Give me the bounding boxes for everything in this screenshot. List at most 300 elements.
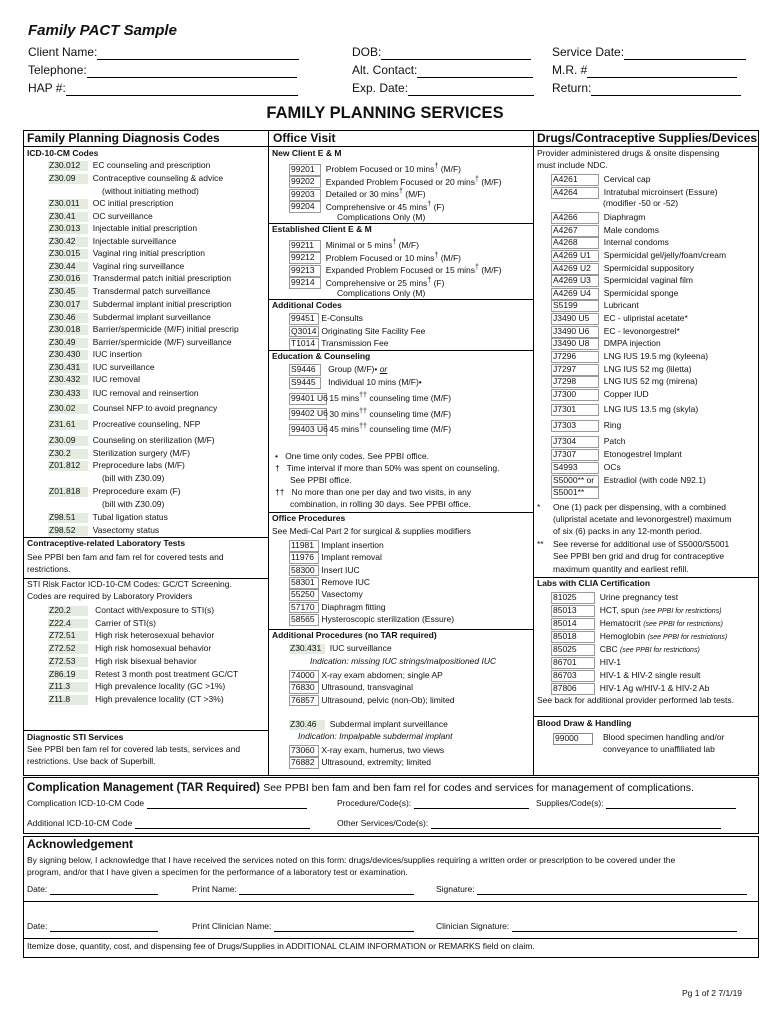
- rule: [23, 938, 759, 939]
- code-box: 86703: [551, 670, 595, 682]
- icd-code-row[interactable]: Z30.02 Counsel NFP to avoid pregnancy: [49, 403, 218, 413]
- footnote-1-text: One (1) pack per dispensing, with a combined: [553, 502, 726, 512]
- form-title: Family PACT Sample: [28, 22, 177, 39]
- clia-code-row[interactable]: 87806 HIV-1 Ag w/HIV-1 & HIV-2 Ab: [553, 683, 710, 693]
- icd-code-note: (bill with Z30.09): [102, 473, 165, 483]
- drug-code-row[interactable]: J7300 Copper IUD: [553, 389, 649, 399]
- code-box: A4269 U1: [551, 250, 599, 262]
- footnote-2-text: See PPBI ben grid and drug for contraceptive: [553, 551, 725, 561]
- code-box: Z30.430: [48, 350, 88, 360]
- code-box: Z30.017: [48, 300, 88, 310]
- icd-code-row[interactable]: Z01.818 Preprocedure exam (F): [49, 486, 181, 496]
- icd-code-row[interactable]: Z30.017 Subdermal implant initial prescription: [49, 299, 232, 309]
- dob-label: DOB:: [352, 45, 382, 59]
- proc-sub: See Medi-Cal Part 2 for surgical & supplies modifiers: [272, 526, 471, 536]
- code-box: 99214: [289, 277, 321, 289]
- proc-code-row[interactable]: 58300 Insert IUC: [291, 564, 360, 575]
- code-box: 76830: [289, 682, 319, 694]
- field-label: Print Clinician Name:: [192, 921, 272, 931]
- rule: [533, 716, 759, 717]
- code-box: 99202: [289, 176, 321, 188]
- header-rule: [23, 146, 759, 147]
- code-box: S9445: [289, 377, 321, 389]
- note-mark: †: [275, 463, 280, 473]
- drug-code-row[interactable]: A4266 Diaphragm: [553, 212, 646, 222]
- sti-code-row[interactable]: Z72.52 High risk homosexual behavior: [49, 643, 212, 654]
- code-box: 99201: [289, 164, 321, 176]
- field-label: Date:: [27, 884, 48, 894]
- code-box: 99213: [289, 265, 321, 277]
- edu-code-row[interactable]: S9446 Group (M/F)• or: [291, 364, 388, 374]
- icd-code-row[interactable]: Z31.61 Procreative counseling, NFP: [49, 419, 201, 429]
- blood-row[interactable]: [553, 733, 593, 745]
- icd-code-row[interactable]: Z30.013 Injectable initial prescription: [49, 223, 198, 233]
- visit-code-row[interactable]: 99202 Expanded Problem Focused or 20 mins† (M/F): [291, 174, 502, 187]
- lab-text: restrictions.: [27, 564, 71, 574]
- code-box: S5199: [551, 300, 599, 312]
- sti-code-row[interactable]: Z22.4 Carrier of STI(s): [49, 617, 157, 628]
- diag-text: See PPBI ben fam rel for covered lab tests, services and: [27, 744, 241, 754]
- code-box: Z20.2: [48, 606, 88, 616]
- sti-code-row[interactable]: Z20.2 Contact with/exposure to STI(s): [49, 605, 215, 615]
- code-box: S5001**: [551, 487, 599, 499]
- code-box: Z30.011: [48, 199, 88, 209]
- exp-date-label: Exp. Date:: [352, 81, 409, 95]
- icd-code-row[interactable]: Z30.433 IUC removal and reinsertion: [49, 388, 199, 398]
- code-box: S4993: [551, 462, 599, 474]
- add-code-row[interactable]: Q3014 Originating Site Facility Fee: [291, 325, 426, 336]
- office-note: † Time interval if more than 50% was spent on counseling.: [275, 463, 500, 473]
- drug-code-row[interactable]: A4261 Cervical cap: [553, 174, 651, 184]
- code-box: Z30.09: [48, 436, 88, 446]
- drug-code-row[interactable]: J3490 U6 EC - levonorgestrel*: [553, 326, 680, 336]
- est-client-heading: Established Client E & M: [272, 224, 372, 234]
- clia-code-row[interactable]: 86703 HIV-1 & HIV-2 single result: [553, 670, 701, 680]
- drug-code-row[interactable]: J3490 U8 DMPA injection: [553, 338, 661, 348]
- edu-time-row[interactable]: 99402 U6 30 mins†† counseling time (M/F): [291, 406, 452, 419]
- code-box: Z30.432: [48, 375, 88, 385]
- code-box: Z30.013: [48, 224, 88, 234]
- code-box: A4269 U4: [551, 288, 599, 300]
- alt-contact-field[interactable]: [352, 64, 533, 78]
- field-label: Complication ICD-10-CM Code: [27, 798, 145, 808]
- code-box: Z22.4: [48, 619, 88, 629]
- clinician-signature-field[interactable]: [436, 922, 737, 932]
- code-box: Z01.812: [48, 461, 88, 471]
- icd-code-row[interactable]: Z30.41 OC surveillance: [49, 211, 153, 221]
- itemize-note: Itemize dose, quantity, cost, and dispensing fee of Drugs/Supplies in ADDITIONAL CLAIM INFORMATION or REMARKS field on claim.: [27, 941, 535, 951]
- visit-code-row[interactable]: 99211 Minimal or 5 mins† (M/F): [291, 238, 419, 250]
- clia-note: See back for additional provider performed lab tests.: [537, 695, 735, 705]
- visit-code-row[interactable]: 99204 Comprehensive or 45 mins† (F): [291, 199, 445, 212]
- code-box: 85018: [551, 631, 595, 643]
- addproc-indication: Indication: missing IUC strings/malpositioned IUC: [310, 656, 497, 666]
- code-box: Z30.09: [48, 174, 88, 184]
- icd-code-row[interactable]: Z30.011 OC initial prescription: [49, 198, 174, 208]
- diag-heading: Diagnostic STI Services: [27, 732, 124, 742]
- code-box: J3490 U6: [551, 326, 599, 338]
- field-label: Print Name:: [192, 884, 237, 894]
- code-box: Z30.012: [48, 161, 88, 171]
- ack-text: By signing below, I acknowledge that I have received the services noted on this form: drugs/devices/supplies requiring a written order or prescription to be covered under the: [27, 855, 676, 865]
- code-box: Z72.52: [48, 644, 88, 654]
- code-box: 73060: [289, 745, 319, 757]
- drug-code-row[interactable]: A4269 U2 Spermicidal suppository: [553, 263, 694, 273]
- drug-code-row[interactable]: J7304 Patch: [553, 436, 626, 446]
- footnote-mark: *: [537, 502, 541, 512]
- code-box: Z30.2: [48, 449, 88, 459]
- drug-code-row[interactable]: A4268 Internal condoms: [553, 237, 669, 247]
- return-field[interactable]: [552, 82, 741, 96]
- signature-field[interactable]: [436, 885, 747, 895]
- col-divider-2: [533, 130, 534, 776]
- restriction-note: (see PPBI for restrictions): [641, 608, 722, 615]
- icd-code-row[interactable]: Z30.45 Transdermal patch surveillance: [49, 286, 211, 296]
- supplies-code-field[interactable]: [536, 799, 736, 809]
- code-box: J3490 U5: [551, 313, 599, 325]
- addproc-code-row[interactable]: 76857 Ultrasound, pelvic (non-Ob); limited: [291, 694, 455, 705]
- code-box: Z30.015: [48, 249, 88, 259]
- note-mark: •: [275, 451, 278, 461]
- sti-code-row[interactable]: Z11.8 High prevalence locality (CT >3%): [49, 693, 224, 704]
- code-box: A4269 U2: [551, 263, 599, 275]
- code-box: J7300: [551, 389, 599, 401]
- code-box: T1014: [289, 338, 319, 350]
- field-label: Clinician Signature:: [436, 921, 510, 931]
- icd-code-row[interactable]: Z30.015 Vaginal ring initial prescription: [49, 248, 206, 258]
- visit-code-row[interactable]: 99203 Detailed or 30 mins† (M/F): [291, 187, 426, 199]
- code-box: 99204: [289, 201, 321, 213]
- hap-field[interactable]: [28, 82, 298, 96]
- icd-code-row[interactable]: Z30.09 Contraceptive counseling & advice: [49, 173, 224, 183]
- proc-code-row[interactable]: 57170 Diaphragm fitting: [291, 601, 386, 612]
- icd-code-row[interactable]: Z98.52 Vasectomy status: [49, 525, 160, 535]
- code-box: Z98.52: [48, 526, 88, 536]
- code-box: Z30.45: [48, 287, 88, 297]
- addproc-label: IUC surveillance: [329, 643, 392, 653]
- office-note: combination, in rolling 30 days. See PPBI office.: [290, 499, 471, 509]
- code-box: J7296: [551, 351, 599, 363]
- code-box: J3490 U8: [551, 338, 599, 350]
- code-box: Z72.51: [48, 631, 88, 641]
- code-box: Z30.41: [48, 212, 88, 222]
- rule: [23, 901, 759, 902]
- blood-text: Blood specimen handling and/or: [603, 732, 725, 742]
- edu-time-row[interactable]: 99401 U6 15 mins†† counseling time (M/F): [291, 391, 452, 403]
- code-box: 99203: [289, 189, 321, 201]
- drug-code-row[interactable]: J3490 U5 EC - ulipristal acetate*: [553, 313, 688, 323]
- proc-heading: Office Procedures: [272, 513, 346, 523]
- sti-risk-text: STI Risk Factor ICD-10-CM Codes: GC/CT Screening.: [27, 579, 232, 589]
- visit-code-row[interactable]: 99201 Problem Focused or 10 mins† (M/F): [291, 162, 461, 174]
- icd-heading: ICD-10-CM Codes: [27, 148, 99, 158]
- diag-text: restrictions. Use back of Superbill.: [27, 756, 156, 766]
- code-box: 76857: [289, 695, 319, 707]
- field-label: Signature:: [436, 884, 475, 894]
- clia-code-row[interactable]: 85014 Hematocrit (see PPBI for restrictions): [553, 618, 723, 628]
- field-label: Date:: [27, 921, 48, 931]
- drug-code-row[interactable]: A4269 U3 Spermicidal vaginal film: [553, 275, 694, 285]
- add-code-row[interactable]: T1014 Transmission Fee: [291, 338, 389, 348]
- office-note: †† No more than one per day and two visits, in any: [275, 487, 472, 497]
- telephone-label: Telephone:: [28, 63, 87, 77]
- code-box: Z30.49: [48, 338, 88, 348]
- drug-code-row[interactable]: J7307 Etonogestrel Implant: [553, 449, 682, 459]
- blood-text: conveyance to unaffiliated lab: [603, 744, 715, 754]
- complication-text: See PPBI ben fam and ben fam rel for codes and services for management of complications.: [263, 782, 694, 794]
- code-box: Z30.42: [48, 237, 88, 247]
- code-box: J7297: [551, 364, 599, 376]
- drugs-intro: must include NDC.: [537, 160, 608, 170]
- code-box: 11981: [289, 540, 319, 552]
- drug-code-row[interactable]: A4269 U1 Spermicidal gel/jelly/foam/cream: [553, 250, 727, 260]
- code-box: J7303: [551, 420, 599, 432]
- print-name-field[interactable]: [192, 885, 414, 895]
- code-box: Q3014: [289, 326, 319, 338]
- page-footer: Pg 1 of 2 7/1/19: [682, 988, 743, 998]
- lab-text: See PPBI ben fam and fam rel for covered tests and: [27, 552, 224, 562]
- clinician-date-field[interactable]: [27, 922, 158, 932]
- proc-code-row[interactable]: 58565 Hysteroscopic sterilization (Essure): [291, 613, 455, 624]
- icd-code-row[interactable]: Z30.49 Barrier/spermicide (M/F) surveillance: [49, 337, 232, 347]
- sti-code-row[interactable]: Z72.51 High risk heterosexual behavior: [49, 630, 215, 641]
- office-note: • One time only codes. See PPBI office.: [275, 451, 430, 461]
- code-box: A4266: [551, 212, 599, 224]
- ack-heading: Acknowledgement: [27, 837, 134, 851]
- code-box: 11976: [289, 552, 319, 564]
- code-box: A4267: [551, 225, 599, 237]
- col-divider-1: [268, 130, 269, 776]
- complication-code-field[interactable]: [27, 799, 307, 809]
- clia-heading: Labs with CLIA Certification: [537, 578, 651, 588]
- footnote-1-text: (ulipristal acetate and levonorgestrel) maximum: [553, 514, 732, 524]
- field-label: Supplies/Code(s):: [536, 798, 604, 808]
- icd-code-row[interactable]: Z98.51 Tubal ligation status: [49, 512, 168, 522]
- clia-code-row[interactable]: 85013 HCT, spun (see PPBI for restrictions): [553, 605, 722, 615]
- visit-code-row[interactable]: 99214 Comprehensive or 25 mins† (F): [291, 275, 445, 288]
- code-box: 76882: [289, 757, 319, 769]
- code-box: J7301: [551, 404, 599, 416]
- addproc-heading: Additional Procedures (no TAR required): [272, 630, 437, 640]
- footnote-1: [537, 503, 540, 513]
- clia-code-row[interactable]: 86701 HIV-1: [553, 657, 621, 667]
- code-box: 99402 U6: [291, 408, 328, 419]
- code-box: Z30.46: [48, 313, 88, 323]
- exp-date-field[interactable]: [352, 82, 534, 96]
- code-box: 99000: [553, 733, 593, 745]
- clia-code-row[interactable]: 81025 Urine pregnancy test: [553, 592, 679, 602]
- col3-heading: Drugs/Contraceptive Supplies/Devices: [537, 131, 758, 145]
- icd-code-row[interactable]: Z30.46 Subdermal implant surveillance: [49, 312, 211, 322]
- telephone-field[interactable]: [28, 64, 297, 78]
- code-box: 99401 U6: [291, 392, 328, 403]
- code-box: Z11.8: [48, 695, 88, 705]
- code-box: 74000: [289, 670, 319, 682]
- sti-code-row[interactable]: Z72.53 High risk bisexual behavior: [49, 655, 197, 666]
- procedure-code-field[interactable]: [337, 799, 529, 809]
- drug-code-row[interactable]: A4269 U4 Spermicidal sponge: [553, 288, 679, 298]
- code-box: Z30.431: [289, 644, 325, 654]
- edu-heading: Education & Counseling: [272, 351, 371, 361]
- mr-label: M.R. #: [552, 63, 588, 77]
- code-box: A4268: [551, 237, 599, 249]
- icd-code-note: (bill with Z30.09): [102, 499, 165, 509]
- code-box: Z30.46: [289, 720, 325, 730]
- icd-code-row[interactable]: Z30.09 Counseling on sterilization (M/F): [49, 435, 215, 445]
- code-box: 85014: [551, 618, 595, 630]
- icd-code-note: (without initiating method): [102, 186, 199, 196]
- code-box: 58300: [289, 565, 319, 577]
- drug-code-row[interactable]: A4267 Male condoms: [553, 225, 659, 235]
- dob-field[interactable]: [352, 46, 531, 60]
- icd-code-row[interactable]: Z30.432 IUC removal: [49, 374, 140, 384]
- service-date-field[interactable]: [552, 46, 746, 60]
- code-box: Z30.018: [48, 325, 88, 335]
- main-title: FAMILY PLANNING SERVICES: [266, 104, 504, 122]
- blood-heading: Blood Draw & Handling: [537, 718, 632, 728]
- proc-code-row[interactable]: 55250 Vasectomy: [291, 589, 363, 600]
- code-box: Z72.53: [48, 657, 88, 667]
- code-box: Z30.02: [48, 404, 88, 414]
- proc-code-row[interactable]: 11976 Implant removal: [291, 552, 382, 563]
- clinician-name-field[interactable]: [192, 922, 414, 932]
- implant-code-row[interactable]: 73060 X-ray exam, humerus, two views: [291, 745, 445, 755]
- icd-code-row[interactable]: Z30.012 EC counseling and prescription: [49, 160, 211, 170]
- visit-code-row[interactable]: 99212 Problem Focused or 10 mins† (M/F): [291, 250, 461, 263]
- office-note: See PPBI office.: [290, 475, 352, 485]
- code-box: 81025: [551, 592, 595, 604]
- code-box: Z31.61: [48, 420, 88, 430]
- visit-code-row[interactable]: 99213 Expanded Problem Focused or 15 mins† (M/F): [291, 263, 502, 275]
- sti-code-row[interactable]: Z11.3 High prevalence locality (GC >1%): [49, 681, 226, 692]
- icd-code-row[interactable]: Z30.2 Sterilization surgery (M/F): [49, 448, 191, 458]
- code-box: 86701: [551, 657, 595, 669]
- add-codes-heading: Additional Codes: [272, 300, 342, 310]
- hap-label: HAP #:: [28, 81, 66, 95]
- est-client-cont: Complications Only (M): [337, 288, 426, 298]
- mr-field[interactable]: [552, 64, 737, 78]
- icd-code-row[interactable]: Z30.016 Transdermal patch initial prescription: [49, 273, 232, 283]
- restriction-note: (see PPBI for restrictions): [620, 647, 700, 654]
- code-box: 99403 U6: [291, 423, 328, 434]
- client-name-field[interactable]: [28, 46, 299, 60]
- addproc-code-row[interactable]: 74000 X-ray exam abdomen; single AP: [291, 670, 443, 680]
- restriction-note: (see PPBI for restrictions): [643, 621, 723, 628]
- code-box: J7304: [551, 436, 599, 448]
- implant-label: Subdermal implant surveillance: [329, 719, 448, 729]
- icd-code-row[interactable]: Z30.431 IUC surveillance: [49, 362, 155, 372]
- code-box: Z98.51: [48, 513, 88, 523]
- drug-code-row[interactable]: J7301 LNG IUS 13.5 mg (skyla): [553, 404, 699, 414]
- drug-code-row[interactable]: A4264 Intratubal microinsert (Essure): [553, 187, 718, 197]
- drug-code-row[interactable]: S5000** or Estradiol (with code N92.1): [553, 475, 706, 485]
- field-label: Other Services/Code(s):: [337, 818, 429, 828]
- drug-note: (modifier -50 or -52): [603, 198, 679, 208]
- code-box: 99211: [289, 240, 321, 252]
- icd-code-row[interactable]: Z01.812 Preprocedure labs (M/F): [49, 460, 185, 470]
- code-box: 58301: [289, 577, 319, 589]
- icd-code-row[interactable]: Z30.42 Injectable surveillance: [49, 236, 177, 246]
- sti-risk-text: Codes are required by Laboratory Providers: [27, 591, 193, 601]
- code-box: Z30.433: [48, 389, 88, 399]
- clia-code-row[interactable]: 85025 CBC (see PPBI for restrictions): [553, 644, 700, 654]
- drug-code-row[interactable]: J7303 Ring: [553, 420, 622, 430]
- icd-code-row[interactable]: Z30.018 Barrier/spermicide (M/F) initial prescrip: [49, 324, 239, 334]
- code-box: Z30.44: [48, 262, 88, 272]
- ack-text: program, and/or that I have given a specimen for the performance of a laboratory test or examination.: [27, 867, 408, 877]
- code-box: Z30.016: [48, 274, 88, 284]
- icd-code-row[interactable]: Z30.44 Vaginal ring surveillance: [49, 261, 185, 271]
- code-box: J7298: [551, 376, 599, 388]
- edu-code-row[interactable]: S9445 Individual 10 mins (M/F)•: [291, 377, 422, 387]
- code-box: A4261: [551, 174, 599, 186]
- field-label: Procedure/Code(s):: [337, 798, 412, 808]
- add-code-row[interactable]: 99451 E-Consults: [291, 313, 363, 323]
- code-box: 55250: [289, 589, 319, 601]
- edu-time-row[interactable]: 99403 U6 45 mins†† counseling time (M/F): [291, 422, 452, 434]
- client-name-label: Client Name:: [28, 45, 98, 59]
- code-box: 58565: [289, 614, 319, 626]
- footnote-2: **: [537, 539, 544, 549]
- code-box: Z11.3: [48, 682, 88, 692]
- drug-code-row[interactable]: S5199 Lubricant: [553, 300, 639, 310]
- proc-code-row[interactable]: 58301 Remove IUC: [291, 576, 371, 587]
- implant-indication: Indication: Impalpable subdermal implant: [298, 731, 453, 741]
- addproc-row[interactable]: [289, 644, 392, 654]
- lab-heading: Contraceptive-related Laboratory Tests: [27, 538, 186, 548]
- code-box: 85013: [551, 605, 595, 617]
- additional-code-field[interactable]: [27, 819, 310, 829]
- drug-code-row[interactable]: J7296 LNG IUS 19.5 mg (kyleena): [553, 351, 709, 361]
- drug-code-row[interactable]: J7297 LNG IUS 52 mg (liletta): [553, 364, 692, 374]
- col1-heading: Family Planning Diagnosis Codes: [27, 131, 220, 145]
- code-box: Z01.818: [48, 487, 88, 497]
- implant-code-row[interactable]: 76882 Ultrasound, extremity; limited: [291, 757, 431, 768]
- code-box: S5000** or: [551, 475, 599, 487]
- alt-contact-label: Alt. Contact:: [352, 63, 418, 77]
- footnote-2-text: maximum quantity and earliest refill.: [553, 564, 689, 574]
- rule: [23, 730, 268, 731]
- other-services-field[interactable]: [337, 819, 721, 829]
- return-label: Return:: [552, 81, 592, 95]
- proc-code-row[interactable]: 11981 Implant insertion: [291, 540, 384, 550]
- code-box: 99212: [289, 252, 321, 264]
- code-box: Z30.431: [48, 363, 88, 373]
- sti-code-row[interactable]: Z86.19 Retest 3 month post treatment GC/CT: [49, 668, 239, 679]
- code-box: Z86.19: [48, 670, 88, 680]
- clia-code-row[interactable]: 85018 Hemoglobin (see PPBI for restrictions): [553, 631, 728, 641]
- drugs-intro: Provider administered drugs & onsite dispensing: [537, 148, 720, 158]
- code-box: 87806: [551, 683, 595, 695]
- date-field[interactable]: [27, 885, 158, 895]
- addproc-code-row[interactable]: 76830 Ultrasound, transvaginal: [291, 682, 414, 693]
- code-box: A4264: [551, 187, 599, 199]
- drug-code-row[interactable]: J7298 LNG IUS 52 mg (mirena): [553, 376, 698, 386]
- service-date-label: Service Date:: [552, 45, 625, 59]
- code-box: 85025: [551, 644, 595, 656]
- implant-row[interactable]: [289, 720, 448, 730]
- note-mark: ††: [275, 487, 285, 497]
- icd-code-row[interactable]: Z30.430 IUC insertion: [49, 349, 142, 359]
- new-client-heading: New Client E & M: [272, 148, 342, 158]
- col2-heading: Office Visit: [273, 131, 336, 145]
- drug-code-row[interactable]: S4993 OCs: [553, 462, 621, 472]
- drug-code-row[interactable]: [551, 487, 599, 499]
- code-box: S9446: [289, 364, 321, 376]
- code-box: J7307: [551, 449, 599, 461]
- footnote-2-text: See reverse for additional use of S5000/S5001: [553, 539, 730, 549]
- restriction-note: (see PPBI for restrictions): [647, 634, 728, 641]
